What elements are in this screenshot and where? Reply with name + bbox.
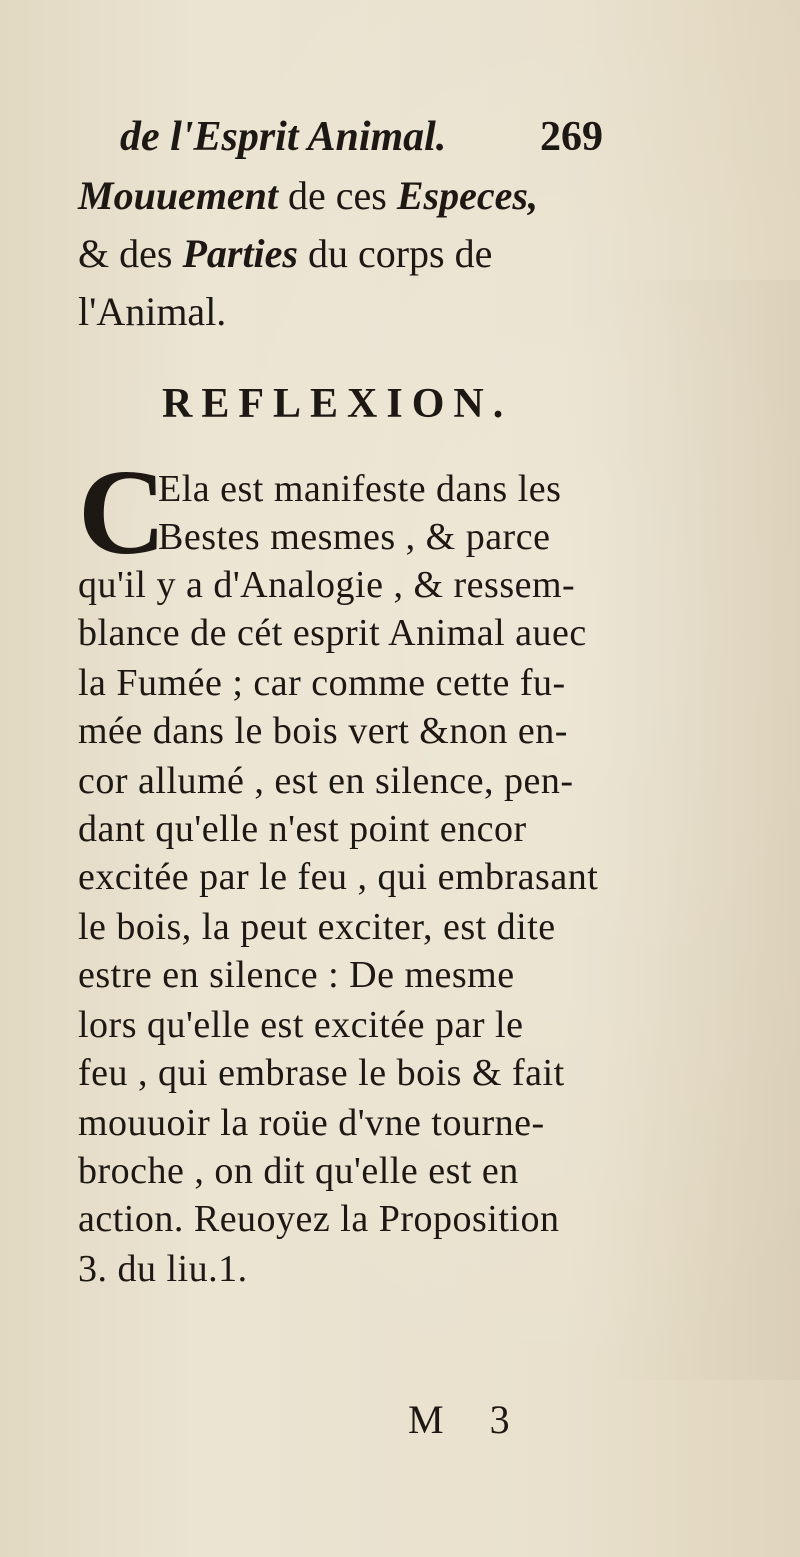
running-title: de l'Esprit Animal.	[120, 114, 447, 160]
body-line: feu , qui embrase le bois & fait	[78, 1052, 565, 1094]
body-line: mouuoir la roüe d'vne tourne-	[78, 1102, 545, 1144]
intro-word: Mouuement	[78, 173, 279, 218]
body-line: broche , on dit qu'elle est en	[78, 1150, 519, 1192]
body-line: 3. du liu.1.	[78, 1248, 248, 1290]
intro-word: l'Animal.	[78, 289, 227, 334]
body-line: lors qu'elle est excitée par le	[78, 1004, 524, 1046]
body-line: excitée par le feu , qui embrasant	[78, 856, 599, 898]
page-number: 269	[540, 114, 603, 160]
body-line: cor allumé , est en silence, pen-	[78, 760, 574, 802]
intro-word: Parties	[182, 231, 298, 276]
body-line: Bestes mesmes , & parce	[158, 516, 551, 558]
intro-word: de ces	[278, 173, 397, 218]
body-line: le bois, la peut exciter, est dite	[78, 906, 556, 948]
signature-mark: M 3	[408, 1397, 528, 1442]
body-line: qu'il y a d'Analogie , & ressem-	[78, 564, 576, 606]
body-line: mée dans le bois vert &non en-	[78, 710, 568, 752]
body-line: estre en silence : De mesme	[78, 954, 515, 996]
intro-word: du corps de	[297, 231, 493, 276]
intro-line	[78, 173, 538, 218]
show-through-shading	[600, 280, 800, 1380]
body-line: action. Reuoyez la Proposition	[78, 1198, 560, 1240]
body-line: dant qu'elle n'est point encor	[78, 808, 527, 850]
intro-word: Especes,	[396, 173, 538, 218]
body-line: Ela est manifeste dans les	[158, 468, 562, 510]
section-heading: REFLEXION.	[162, 381, 513, 427]
drop-capital: C	[78, 445, 167, 580]
intro-word: & des	[78, 231, 183, 276]
intro-line	[78, 231, 493, 276]
intro-line	[78, 289, 227, 334]
body-line: la Fumée ; car comme cette fu-	[78, 662, 566, 704]
body-line: blance de cét esprit Animal auec	[78, 612, 587, 654]
